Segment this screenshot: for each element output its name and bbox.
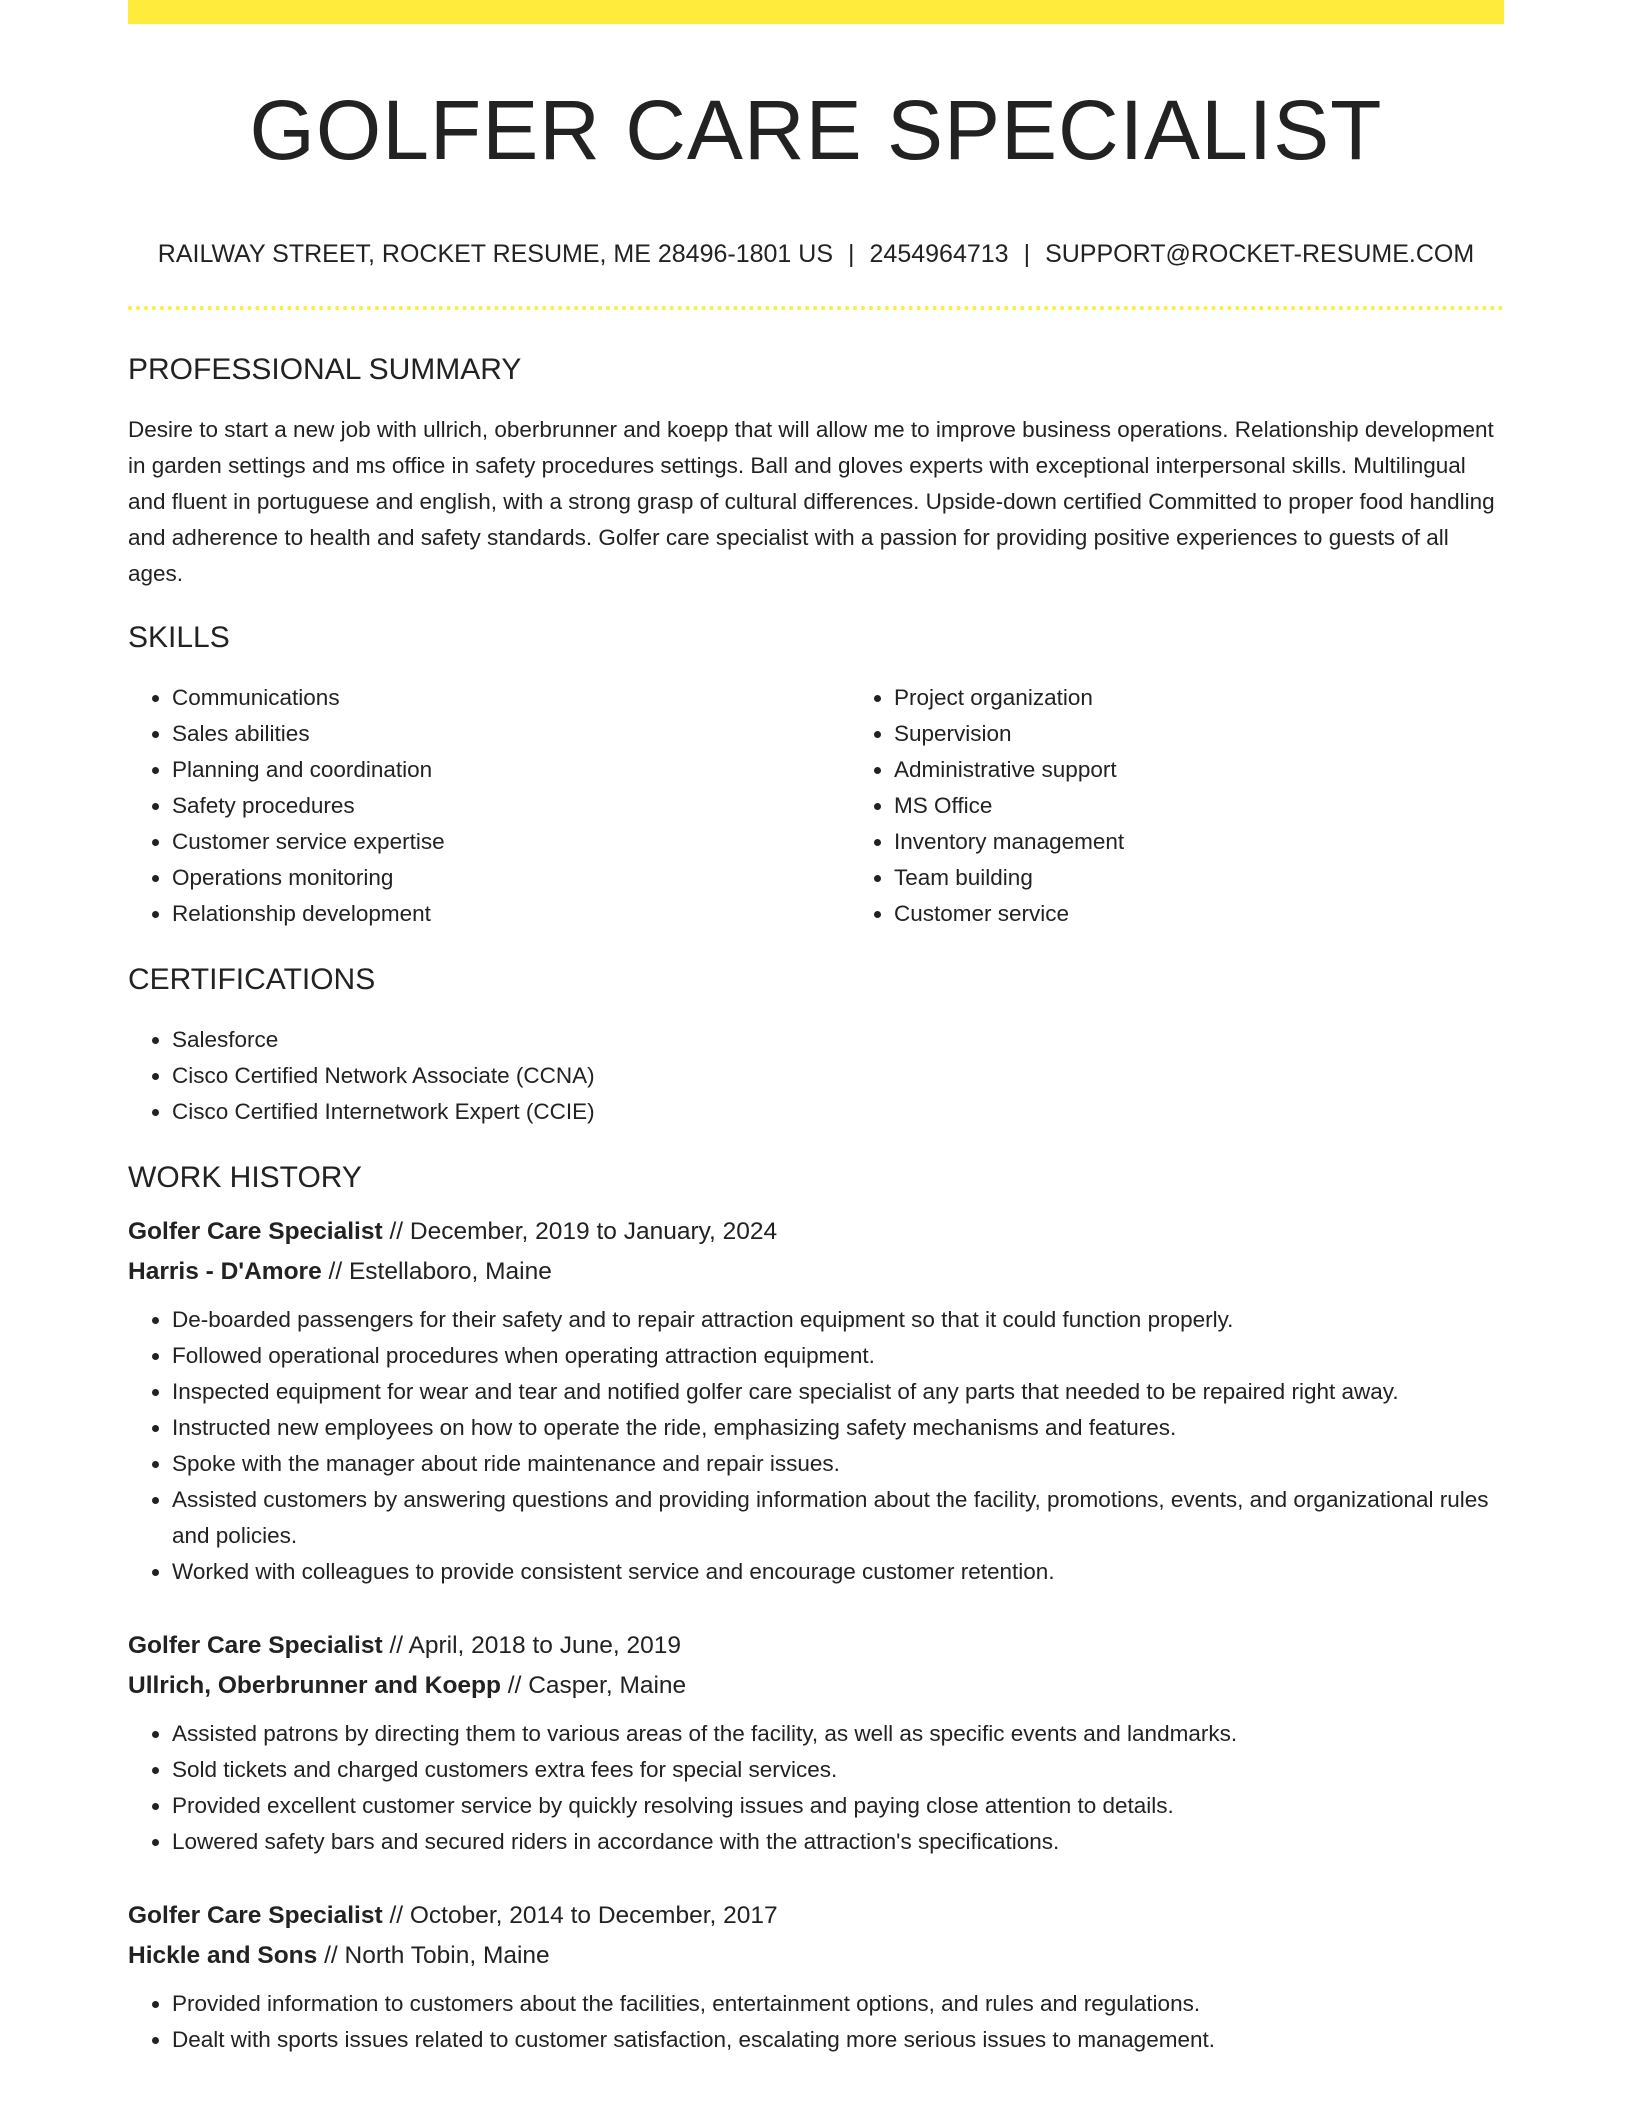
contact-email: SUPPORT@ROCKET-RESUME.COM	[1045, 240, 1475, 268]
skill-item: • Planning and coordination	[172, 752, 850, 788]
skill-item: • Operations monitoring	[172, 860, 850, 896]
job-location: // North Tobin, Maine	[324, 1942, 550, 1969]
job-location: // Estellaboro, Maine	[328, 1258, 552, 1285]
job-duty: • Lowered safety bars and secured riders in accordance with the attraction's specifications.	[172, 1824, 1504, 1860]
job-title: Golfer Care Specialist	[128, 1218, 383, 1245]
contact-separator: |	[848, 240, 855, 268]
candidate-title: GOLFER CARE SPECIALIST	[249, 83, 1383, 177]
job-entry	[128, 1212, 1504, 1590]
certification-item: • Salesforce	[172, 1022, 1504, 1058]
job-duty: • Instructed new employees on how to operate the ride, emphasizing safety mechanisms and features.	[172, 1410, 1504, 1446]
job-duty: • De-boarded passengers for their safety and to repair attraction equipment so that it could function properly.	[172, 1302, 1504, 1338]
skill-item: • Administrative support	[894, 752, 1572, 788]
job-duty: • Provided information to customers about the facilities, entertainment options, and rules and regulations.	[172, 1986, 1504, 2022]
certification-item: • Cisco Certified Internetwork Expert (CCIE)	[172, 1094, 1504, 1130]
skill-item: • Team building	[894, 860, 1572, 896]
job-duty: • Assisted customers by answering questions and providing information about the facility, promotions, events, and organizational rules and policies.	[172, 1482, 1504, 1554]
skills-grid	[128, 680, 1504, 932]
certifications-list	[128, 1022, 1504, 1130]
skills-list-left	[128, 680, 850, 932]
contact-phone: 2454964713	[869, 240, 1009, 268]
job-title-line	[128, 1626, 1504, 1666]
job-duty: • Worked with colleagues to provide consistent service and encourage customer retention.	[172, 1554, 1504, 1590]
job-company: Harris - D'Amore	[128, 1258, 322, 1285]
skill-item: • MS Office	[894, 788, 1572, 824]
job-title-line	[128, 1212, 1504, 1252]
contact-line	[128, 238, 1504, 270]
job-duty: • Provided excellent customer service by quickly resolving issues and paying close attention to details.	[172, 1788, 1504, 1824]
job-company: Ullrich, Oberbrunner and Koepp	[128, 1672, 501, 1699]
job-dates: // April, 2018 to June, 2019	[389, 1632, 681, 1659]
job-company-line	[128, 1666, 1504, 1706]
work-history-section	[128, 1158, 1504, 2058]
certifications-section	[128, 960, 1504, 1130]
skill-item: • Project organization	[894, 680, 1572, 716]
certifications-heading: CERTIFICATIONS	[128, 963, 376, 996]
contact-separator: |	[1023, 240, 1031, 268]
job-duty: • Dealt with sports issues related to customer satisfaction, escalating more serious issues to management.	[172, 2022, 1504, 2058]
skill-item: • Customer service	[894, 896, 1572, 932]
skill-item: • Safety procedures	[172, 788, 850, 824]
job-duties-list	[128, 1716, 1504, 1860]
job-dates: // October, 2014 to December, 2017	[389, 1902, 778, 1929]
job-title: Golfer Care Specialist	[128, 1902, 383, 1929]
summary-section	[128, 350, 1504, 592]
job-dates: // December, 2019 to January, 2024	[389, 1218, 778, 1245]
job-entry	[128, 1896, 1504, 2058]
job-duty: • Followed operational procedures when operating attraction equipment.	[172, 1338, 1504, 1374]
summary-heading: PROFESSIONAL SUMMARY	[128, 353, 522, 386]
skill-item: • Communications	[172, 680, 850, 716]
job-company-line	[128, 1936, 1504, 1976]
job-duty: • Inspected equipment for wear and tear and notified golfer care specialist of any parts that needed to be repaired right away.	[172, 1374, 1504, 1410]
skills-section	[128, 618, 1504, 932]
resume-body	[128, 350, 1504, 2094]
job-duty: • Sold tickets and charged customers extra fees for special services.	[172, 1752, 1504, 1788]
job-duty: • Assisted patrons by directing them to various areas of the facility, as well as specific events and landmarks.	[172, 1716, 1504, 1752]
skills-heading: SKILLS	[128, 621, 230, 654]
skill-item: • Customer service expertise	[172, 824, 850, 860]
job-company: Hickle and Sons	[128, 1942, 318, 1969]
skill-item: • Supervision	[894, 716, 1572, 752]
job-title: Golfer Care Specialist	[128, 1632, 383, 1659]
job-location: // Casper, Maine	[507, 1672, 687, 1699]
header-divider	[128, 306, 1504, 310]
skill-item: • Sales abilities	[172, 716, 850, 752]
job-title-line	[128, 1896, 1504, 1936]
job-duties-list	[128, 1986, 1504, 2058]
job-duty: • Spoke with the manager about ride maintenance and repair issues.	[172, 1446, 1504, 1482]
top-accent-bar	[128, 0, 1504, 24]
job-company-line	[128, 1252, 1504, 1292]
certification-item: • Cisco Certified Network Associate (CCNA)	[172, 1058, 1504, 1094]
skill-item: • Inventory management	[894, 824, 1572, 860]
skills-list-right	[850, 680, 1572, 932]
summary-text: Desire to start a new job with ullrich, oberbrunner and koepp that will allow me to improve business operations. Relationship development in garden settings and ms office in safety procedures settings. Ball and gloves experts with exceptional interpersonal skills. Multilingual and fluent in portuguese and english, with a strong grasp of cultural differences. Upside-down certified Committed to proper food handling and adherence to health and safety standards. Golfer care specialist with a passion for providing positive experiences to guests of all ages.	[128, 417, 1495, 586]
contact-address: RAILWAY STREET, ROCKET RESUME, ME 28496-1801 US	[157, 240, 834, 268]
job-entry	[128, 1626, 1504, 1860]
skill-item: • Relationship development	[172, 896, 850, 932]
work-history-heading: WORK HISTORY	[128, 1161, 362, 1194]
job-duties-list	[128, 1302, 1504, 1590]
